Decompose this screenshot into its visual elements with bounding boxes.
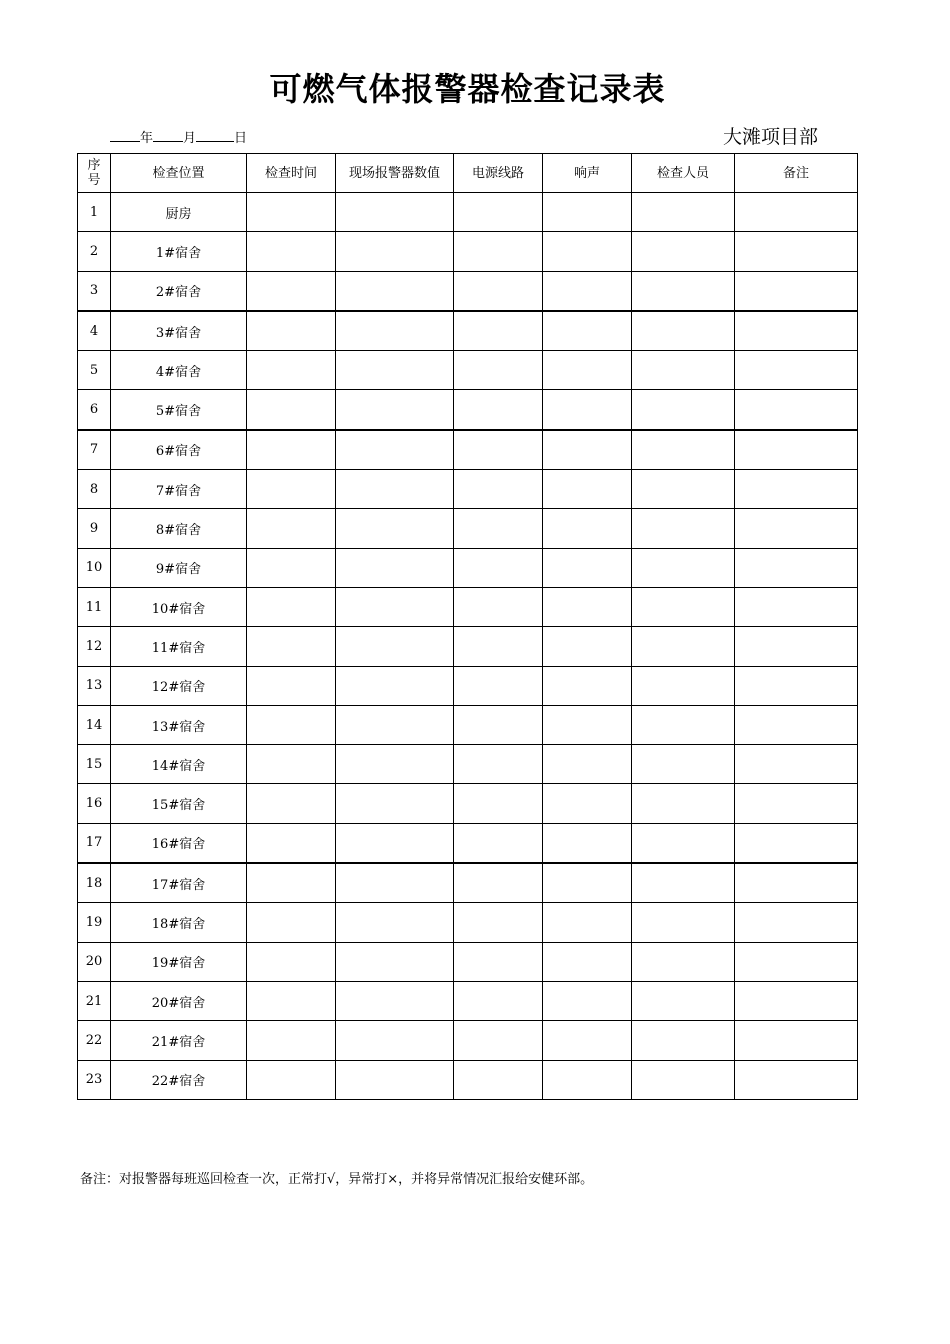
cell-alarm-value[interactable]: [336, 745, 454, 784]
row-location: 11#宿舍: [111, 627, 247, 666]
row-number: 2: [78, 232, 111, 271]
cell-power-line[interactable]: [454, 1060, 543, 1099]
row-location: 4#宿舍: [111, 351, 247, 390]
cell-check-time[interactable]: [247, 1021, 336, 1060]
table-row: [78, 666, 858, 705]
table-row: [78, 470, 858, 509]
cell-sound[interactable]: [543, 430, 632, 470]
cell-check-time[interactable]: [247, 351, 336, 390]
cell-alarm-value[interactable]: [336, 548, 454, 587]
cell-sound[interactable]: [543, 666, 632, 705]
cell-check-time[interactable]: [247, 311, 336, 351]
cell-remarks[interactable]: [735, 1021, 858, 1060]
cell-inspector[interactable]: [632, 745, 735, 784]
row-number: 4: [78, 311, 111, 351]
cell-alarm-value[interactable]: [336, 232, 454, 271]
cell-check-time[interactable]: [247, 390, 336, 430]
table-row: [78, 232, 858, 271]
cell-alarm-value[interactable]: [336, 470, 454, 509]
table-row: [78, 784, 858, 823]
cell-alarm-value[interactable]: [336, 863, 454, 903]
cell-sound[interactable]: [543, 942, 632, 981]
row-number: 11: [78, 587, 111, 626]
cell-sound[interactable]: [543, 390, 632, 430]
cell-remarks[interactable]: [735, 232, 858, 271]
row-number: 9: [78, 509, 111, 548]
cell-inspector[interactable]: [632, 903, 735, 942]
cell-remarks[interactable]: [735, 548, 858, 587]
cell-remarks[interactable]: [735, 627, 858, 666]
cell-inspector[interactable]: [632, 587, 735, 626]
cell-remarks[interactable]: [735, 863, 858, 903]
cell-inspector[interactable]: [632, 193, 735, 232]
cell-remarks[interactable]: [735, 351, 858, 390]
cell-inspector[interactable]: [632, 311, 735, 351]
row-location: 3#宿舍: [111, 311, 247, 351]
cell-remarks[interactable]: [735, 193, 858, 232]
cell-sound[interactable]: [543, 548, 632, 587]
cell-power-line[interactable]: [454, 1021, 543, 1060]
row-location: 6#宿舍: [111, 430, 247, 470]
cell-inspector[interactable]: [632, 390, 735, 430]
page-title: 可燃气体报警器检查记录表: [269, 70, 666, 108]
table-row: [78, 627, 858, 666]
row-number: 23: [78, 1060, 111, 1099]
row-location: 21#宿舍: [111, 1021, 247, 1060]
cell-check-time[interactable]: [247, 903, 336, 942]
header-time: 检查时间: [247, 154, 336, 193]
cell-inspector[interactable]: [632, 942, 735, 981]
cell-alarm-value[interactable]: [336, 1060, 454, 1099]
header-sound: 响声: [543, 154, 632, 193]
year-blank[interactable]: [110, 129, 140, 142]
cell-alarm-value[interactable]: [336, 430, 454, 470]
cell-power-line[interactable]: [454, 903, 543, 942]
cell-sound[interactable]: [543, 509, 632, 548]
cell-remarks[interactable]: [735, 271, 858, 311]
row-location: 1#宿舍: [111, 232, 247, 271]
cell-power-line[interactable]: [454, 193, 543, 232]
cell-power-line[interactable]: [454, 745, 543, 784]
header-location: 检查位置: [111, 154, 247, 193]
cell-remarks[interactable]: [735, 981, 858, 1020]
day-label: 日: [234, 131, 248, 146]
cell-inspector[interactable]: [632, 863, 735, 903]
cell-inspector[interactable]: [632, 232, 735, 271]
cell-check-time[interactable]: [247, 1060, 336, 1099]
cell-alarm-value[interactable]: [336, 1021, 454, 1060]
day-blank[interactable]: [196, 129, 234, 142]
cell-remarks[interactable]: [735, 470, 858, 509]
cell-sound[interactable]: [543, 627, 632, 666]
cell-sound[interactable]: [543, 351, 632, 390]
table-row: [78, 1021, 858, 1060]
year-label: 年: [140, 131, 154, 146]
cell-sound[interactable]: [543, 745, 632, 784]
row-number: 6: [78, 390, 111, 430]
cell-check-time[interactable]: [247, 627, 336, 666]
table-row: [78, 745, 858, 784]
row-location: 22#宿舍: [111, 1060, 247, 1099]
cell-inspector[interactable]: [632, 509, 735, 548]
table-row: [78, 509, 858, 548]
table-row: [78, 903, 858, 942]
cell-alarm-value[interactable]: [336, 587, 454, 626]
cell-inspector[interactable]: [632, 548, 735, 587]
month-blank[interactable]: [153, 129, 183, 142]
header-inspector: 检查人员: [632, 154, 735, 193]
row-number: 15: [78, 745, 111, 784]
header-seq: 序号: [78, 154, 111, 193]
cell-power-line[interactable]: [454, 627, 543, 666]
cell-check-time[interactable]: [247, 193, 336, 232]
row-location: 2#宿舍: [111, 271, 247, 311]
cell-remarks[interactable]: [735, 311, 858, 351]
department-name: 大滩项目部: [722, 126, 818, 148]
cell-power-line[interactable]: [454, 430, 543, 470]
cell-remarks[interactable]: [735, 784, 858, 823]
row-number: 10: [78, 548, 111, 587]
cell-alarm-value[interactable]: [336, 823, 454, 863]
row-number: 17: [78, 823, 111, 863]
cell-power-line[interactable]: [454, 311, 543, 351]
cell-alarm-value[interactable]: [336, 784, 454, 823]
header-power-line: 电源线路: [454, 154, 543, 193]
row-number: 14: [78, 705, 111, 744]
cell-check-time[interactable]: [247, 271, 336, 311]
cell-check-time[interactable]: [247, 470, 336, 509]
cell-remarks[interactable]: [735, 666, 858, 705]
cell-alarm-value[interactable]: [336, 271, 454, 311]
row-number: 13: [78, 666, 111, 705]
row-location: 15#宿舍: [111, 784, 247, 823]
cell-power-line[interactable]: [454, 271, 543, 311]
cell-check-time[interactable]: [247, 666, 336, 705]
cell-alarm-value[interactable]: [336, 903, 454, 942]
cell-alarm-value[interactable]: [336, 193, 454, 232]
cell-power-line[interactable]: [454, 705, 543, 744]
cell-remarks[interactable]: [735, 430, 858, 470]
row-number: 5: [78, 351, 111, 390]
cell-remarks[interactable]: [735, 1060, 858, 1099]
cell-power-line[interactable]: [454, 863, 543, 903]
table-row: [78, 430, 858, 470]
table-row: [78, 823, 858, 863]
cell-alarm-value[interactable]: [336, 311, 454, 351]
cell-sound[interactable]: [543, 470, 632, 509]
cell-inspector[interactable]: [632, 784, 735, 823]
cell-power-line[interactable]: [454, 587, 543, 626]
cell-check-time[interactable]: [247, 981, 336, 1020]
row-number: 22: [78, 1021, 111, 1060]
row-location: 19#宿舍: [111, 942, 247, 981]
row-location: 18#宿舍: [111, 903, 247, 942]
month-label: 月: [183, 131, 197, 146]
cell-power-line[interactable]: [454, 666, 543, 705]
row-number: 7: [78, 430, 111, 470]
cell-remarks[interactable]: [735, 390, 858, 430]
cell-power-line[interactable]: [454, 823, 543, 863]
row-location: 8#宿舍: [111, 509, 247, 548]
row-number: 16: [78, 784, 111, 823]
cell-sound[interactable]: [543, 1021, 632, 1060]
cell-sound[interactable]: [543, 1060, 632, 1099]
row-number: 12: [78, 627, 111, 666]
cell-check-time[interactable]: [247, 942, 336, 981]
inspection-table: [77, 153, 858, 1100]
row-number: 20: [78, 942, 111, 981]
cell-sound[interactable]: [543, 903, 632, 942]
table-row: [78, 311, 858, 351]
cell-check-time[interactable]: [247, 784, 336, 823]
row-location: 14#宿舍: [111, 745, 247, 784]
cell-check-time[interactable]: [247, 232, 336, 271]
cell-power-line[interactable]: [454, 942, 543, 981]
cell-power-line[interactable]: [454, 390, 543, 430]
row-number: 8: [78, 470, 111, 509]
cell-power-line[interactable]: [454, 232, 543, 271]
cell-inspector[interactable]: [632, 627, 735, 666]
cell-inspector[interactable]: [632, 271, 735, 311]
cell-sound[interactable]: [543, 232, 632, 271]
cell-check-time[interactable]: [247, 548, 336, 587]
cell-remarks[interactable]: [735, 509, 858, 548]
cell-check-time[interactable]: [247, 823, 336, 863]
row-location: 10#宿舍: [111, 587, 247, 626]
cell-inspector[interactable]: [632, 1060, 735, 1099]
cell-power-line[interactable]: [454, 548, 543, 587]
date-line: [110, 127, 247, 146]
row-number: 19: [78, 903, 111, 942]
table-row: [78, 193, 858, 232]
row-location: 16#宿舍: [111, 823, 247, 863]
cell-remarks[interactable]: [735, 705, 858, 744]
row-location: 9#宿舍: [111, 548, 247, 587]
cell-check-time[interactable]: [247, 705, 336, 744]
cell-alarm-value[interactable]: [336, 981, 454, 1020]
table-row: [78, 981, 858, 1020]
cell-power-line[interactable]: [454, 509, 543, 548]
table-row: [78, 863, 858, 903]
table-row: [78, 271, 858, 311]
cell-remarks[interactable]: [735, 942, 858, 981]
cell-inspector[interactable]: [632, 470, 735, 509]
cell-power-line[interactable]: [454, 351, 543, 390]
cell-check-time[interactable]: [247, 509, 336, 548]
cell-power-line[interactable]: [454, 470, 543, 509]
cell-inspector[interactable]: [632, 981, 735, 1020]
cell-remarks[interactable]: [735, 587, 858, 626]
table-row: [78, 1060, 858, 1099]
cell-inspector[interactable]: [632, 705, 735, 744]
cell-alarm-value[interactable]: [336, 705, 454, 744]
row-location: 厨房: [111, 193, 247, 232]
cell-alarm-value[interactable]: [336, 666, 454, 705]
cell-inspector[interactable]: [632, 430, 735, 470]
cell-inspector[interactable]: [632, 666, 735, 705]
cell-inspector[interactable]: [632, 1021, 735, 1060]
row-number: 3: [78, 271, 111, 311]
table-row: [78, 351, 858, 390]
row-number: 18: [78, 863, 111, 903]
header-row: [78, 154, 858, 193]
header-remarks: 备注: [735, 154, 858, 193]
cell-inspector[interactable]: [632, 351, 735, 390]
table-row: [78, 390, 858, 430]
cell-inspector[interactable]: [632, 823, 735, 863]
row-number: 1: [78, 193, 111, 232]
row-number: 21: [78, 981, 111, 1020]
table-row: [78, 705, 858, 744]
cell-power-line[interactable]: [454, 981, 543, 1020]
row-location: 20#宿舍: [111, 981, 247, 1020]
cell-sound[interactable]: [543, 587, 632, 626]
header-alarm-value: 现场报警器数值: [336, 154, 454, 193]
table-row: [78, 942, 858, 981]
cell-sound[interactable]: [543, 193, 632, 232]
table-row: [78, 587, 858, 626]
row-location: 13#宿舍: [111, 705, 247, 744]
cell-sound[interactable]: [543, 863, 632, 903]
cell-remarks[interactable]: [735, 823, 858, 863]
cell-remarks[interactable]: [735, 903, 858, 942]
footer-note: 备注：对报警器每班巡回检查一次，正常打√，异常打×，并将异常情况汇报给安健环部。: [80, 1172, 594, 1187]
row-location: 12#宿舍: [111, 666, 247, 705]
row-location: 17#宿舍: [111, 863, 247, 903]
table-body: [78, 193, 858, 1100]
cell-check-time[interactable]: [247, 587, 336, 626]
cell-sound[interactable]: [543, 271, 632, 311]
row-location: 5#宿舍: [111, 390, 247, 430]
cell-alarm-value[interactable]: [336, 627, 454, 666]
cell-remarks[interactable]: [735, 745, 858, 784]
cell-sound[interactable]: [543, 981, 632, 1020]
row-location: 7#宿舍: [111, 470, 247, 509]
table-row: [78, 548, 858, 587]
cell-alarm-value[interactable]: [336, 351, 454, 390]
cell-check-time[interactable]: [247, 745, 336, 784]
cell-sound[interactable]: [543, 705, 632, 744]
cell-alarm-value[interactable]: [336, 509, 454, 548]
cell-sound[interactable]: [543, 823, 632, 863]
cell-check-time[interactable]: [247, 863, 336, 903]
cell-check-time[interactable]: [247, 430, 336, 470]
cell-sound[interactable]: [543, 784, 632, 823]
cell-power-line[interactable]: [454, 784, 543, 823]
cell-alarm-value[interactable]: [336, 390, 454, 430]
cell-sound[interactable]: [543, 311, 632, 351]
cell-alarm-value[interactable]: [336, 942, 454, 981]
